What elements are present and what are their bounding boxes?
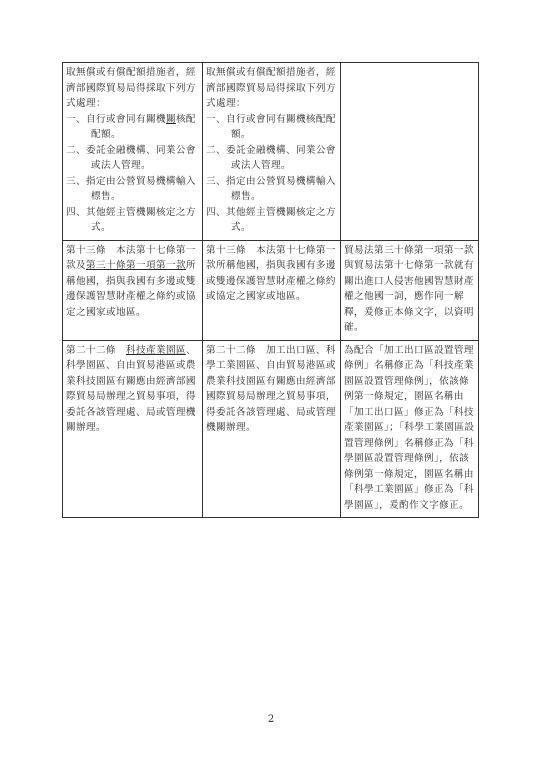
list-item: 三、指定由公營貿易機構輸入標售。	[206, 175, 336, 202]
list-item: 四、其他經主管機關核定之方式。	[206, 206, 336, 233]
list-item: 二、委託金融機構、同業公會或法人管理。	[206, 144, 336, 171]
table-row	[63, 63, 479, 241]
amended-text-cell	[63, 63, 203, 241]
underlined-amendment: 科技產業園區	[125, 344, 186, 356]
list-item: 三、指定由公營貿易機構輸入標售。	[66, 175, 196, 202]
clause-intro: 取無償或有償配額措施者，經濟部國際貿易局得採取下列方式處理：	[206, 67, 336, 109]
current-text-cell: 第二十二條 加工出口區、科學工業園區、自由貿易港區或農業科技園區有關應由經濟部國際貿易局辦理之貿易事項，得委託各該管理處、局或管理機關辦理。	[203, 340, 341, 518]
explanation-cell: 為配合「加工出口區設置管理條例」名稱修正為「科技產業園區設置管理條例」，依該條例第一條規定，園區名稱由「加工出口區」修正為「科技產業園區」；「科學工業園區設置管理條例」名稱修正為「科學園區設置管理條例」，依該條例第一條規定，園區名稱由「科學工業園區」修正為「科學園區」，爰酌作文字修正。	[341, 340, 479, 518]
amended-text-cell: 第十三條 本法第十七條第一款及第三十條第一項第一款所稱他國，指與我國有多邊或雙邊保護智慧財產權之條約或協定之國家或地區。	[63, 240, 203, 340]
list-item: 四、其他經主管機關核定之方式。	[66, 206, 196, 233]
clause-intro: 取無償或有償配額措施者，經濟部國際貿易局得採取下列方式處理：	[66, 67, 196, 109]
list-item: 一、自行或會同有關機核配配額。	[206, 113, 336, 140]
table-row	[63, 240, 479, 340]
explanation-cell: 貿易法第三十條第一項第一款與貿易法第十七條第一款就有關出進口人侵害他國智慧財產權之他國一詞，應作同一解釋，爰修正本條文字，以資明確。	[341, 240, 479, 340]
underlined-amendment: 關	[165, 113, 176, 125]
current-text-cell: 第十三條 本法第十七條第一款所稱他國，指與我國有多邊或雙邊保護智慧財產權之條約或協定之國家或地區。	[203, 240, 341, 340]
current-text-cell	[203, 63, 341, 241]
table-row	[63, 340, 479, 518]
explanation-cell	[341, 63, 479, 241]
list-item: 二、委託金融機構、同業公會或法人管理。	[66, 144, 196, 171]
amended-text-cell: 第二十二條 科技產業園區、科學園區、自由貿易港區或農業科技園區有關應由經濟部國際貿易局辦理之貿易事項，得委託各該管理處、局或管理機關辦理。	[63, 340, 203, 518]
underlined-amendment: 第三十條第一項第一款	[86, 260, 186, 271]
comparison-table	[62, 62, 479, 518]
list-item: 一、自行或會同有關機關核配配額。	[66, 113, 196, 140]
page-number: 2	[267, 714, 275, 725]
